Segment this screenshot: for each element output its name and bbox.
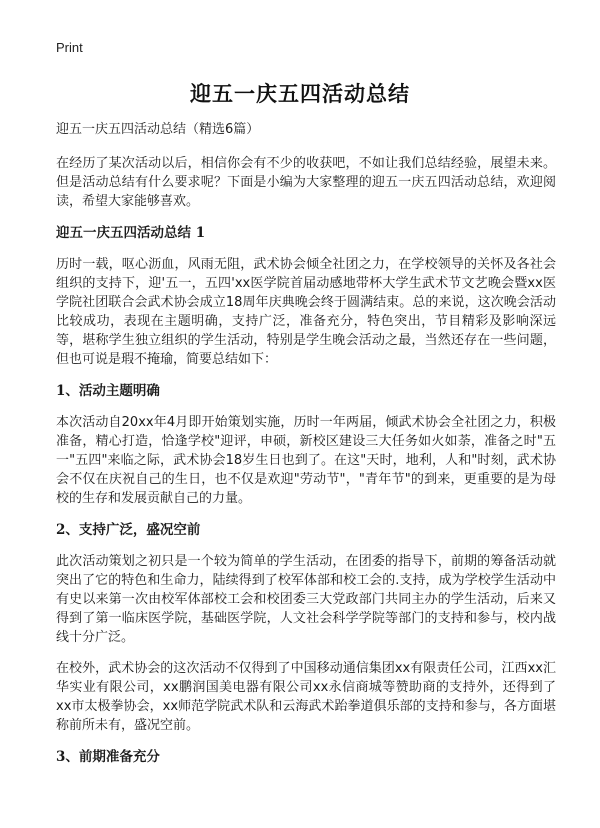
document-subtitle: 迎五一庆五四活动总结（精选6篇）: [56, 122, 260, 137]
intro-paragraph: 在经历了某次活动以后，相信你会有不少的收获吧，不如让我们总结经验，展望未来。但是活动总结有什么要求呢？下面是小编为大家整理的迎五一庆五四活动总结，欢迎阅读，希望大家能够喜欢。: [56, 156, 556, 209]
point2-heading: 2、支持广泛，盛况空前: [56, 522, 201, 538]
print-link[interactable]: Print: [56, 40, 83, 55]
section1-heading: 迎五一庆五四活动总结 1: [56, 225, 206, 241]
point3-heading: 3、前期准备充分: [56, 749, 160, 765]
point2-paragraph-2: 在校外，武术协会的这次活动不仅得到了中国移动通信集团xx有限责任公司，江西xx汇华实业有限公司，xx鹏润国美电器有限公司xx永信商城等赞助商的支持外，还得到了xx市太极拳协会，xx师范学院武术队和云海武术跆拳道俱乐部的支持和参与，各方面堪称前所未有，盛况空前。: [56, 661, 556, 733]
section1-paragraph: 历时一载，呕心沥血，风雨无阻，武术协会倾全社团之力，在学校领导的关怀及各社会组织的支持下，迎'五一，五四'xx医学院首届动感地带杯大学生武术节文艺晚会暨xx医学院社团联合会武术协会成立18周年庆典晚会终于圆满结束。总的来说，这次晚会活动比较成功，表现在主题明确，支持广泛，准备充分，特色突出，节目精彩及影响深远等，堪称学生独立组织的学生活动，特别是学生晚会活动之最，当然还存在一些问题，但也可说是瑕不掩瑜，简要总结如下：: [56, 257, 556, 367]
document-body: [56, 120, 556, 779]
point1-heading: 1、活动主题明确: [56, 383, 160, 399]
point2-paragraph-1: 此次活动策划之初只是一个较为简单的学生活动，在团委的指导下，前期的筹备活动就突出了它的特色和生命力，陆续得到了校军体部和校工会的.支持，成为学校学生活动中有史以来第一次由校军体部校工会和校团委三大党政部门共同主办的学生活动，后来又得到了第一临床医学院，基础医学院，人文社会科学学院等部门的支持和参与，校内战线十分广泛。: [56, 554, 556, 645]
point1-paragraph: 本次活动自20xx年4月即开始策划实施，历时一年两届，倾武术协会全社团之力，积极准备，精心打造，恰逢学校"迎评，申硕，新校区建设三大任务如火如荼，准备之时"五一"五四"来临之际，武术协会18岁生日也到了。在这"天时，地利，人和"时刻，武术协会不仅在庆祝自己的生日，也不仅是欢迎"劳动节"，"青年节"的到来，更重要的是为母校的生存和发展贡献自己的力量。: [56, 415, 556, 506]
page-title: 迎五一庆五四活动总结: [190, 82, 410, 106]
